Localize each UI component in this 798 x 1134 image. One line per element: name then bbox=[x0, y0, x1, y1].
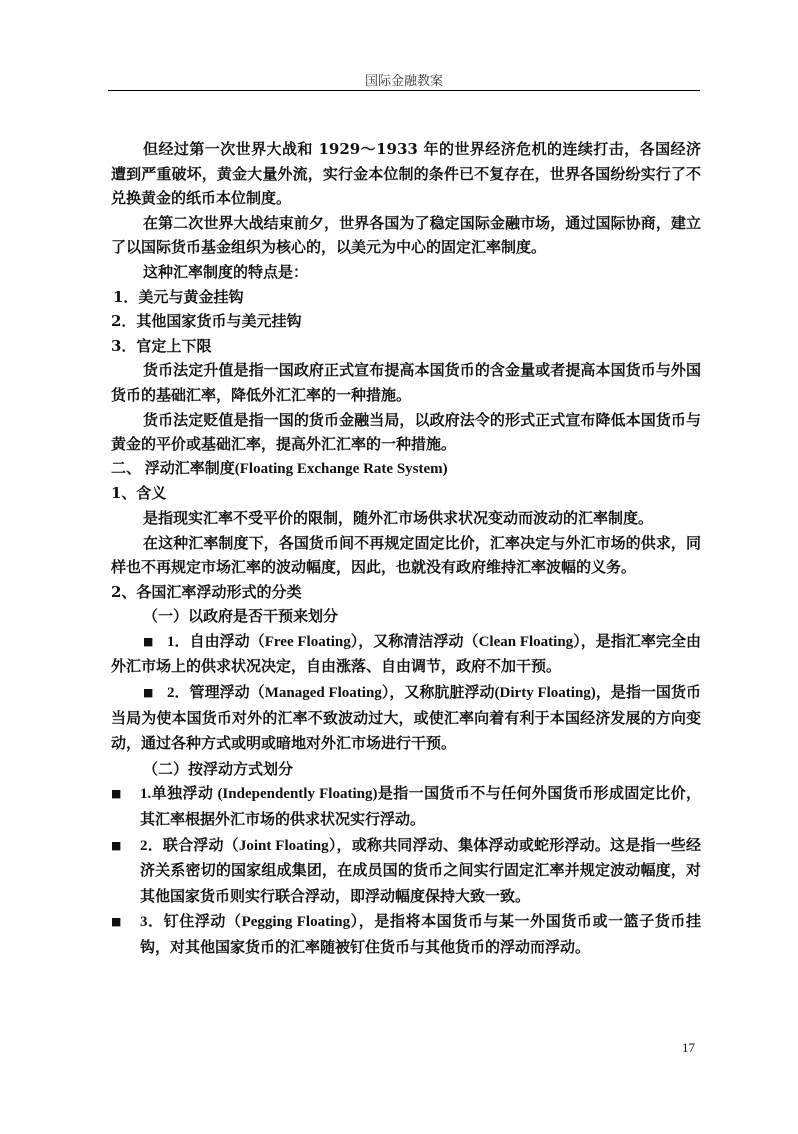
header-rule bbox=[108, 90, 700, 91]
list-item: 1．美元与黄金挂钩 bbox=[113, 287, 244, 306]
paragraph: 货币法定贬值是指一国的货币金融当局，以政府法令的形式正式宣布降低本国货币与黄金的平价或基础汇率，提高外汇汇率的一种措施。 bbox=[111, 410, 701, 454]
paragraph: 是指现实汇率不受平价的限制，随外汇市场供求状况变动而波动的汇率制度。 bbox=[143, 508, 654, 527]
bullet-text: 2．管理浮动（Managed Floating），又称肮脏浮动(Dirty Floating)，是指一国货币当局为使本国货币对外的汇率不致波动过大，或使汇率向着有利于本国经济发展的方向变动，通过各种方式或明或暗地对外汇市场进行干预。 bbox=[111, 685, 701, 753]
paragraph: 货币法定升值是指一国政府正式宣布提高本国货币的含金量或者提高本国货币与外国货币的基础汇率，降低外汇汇率的一种措施。 bbox=[111, 361, 701, 404]
paragraph: 在这种汇率制度下，各国货币间不再规定固定比价，汇率决定与外汇市场的供求，同样也不再规定市场汇率的波动幅度，因此，也就没有政府维持汇率波幅的义务。 bbox=[111, 533, 701, 577]
paragraph: 这种汇率制度的特点是： bbox=[143, 262, 309, 281]
bullet-text: 2．联合浮动（Joint Floating），或称共同浮动、集体浮动或蛇形浮动。这是指一些经济关系密切的国家组成集团，在成员国的货币之间实行固定汇率并规定波动幅度，对其他国家货币则实行联合浮动，即浮动幅度保持大致一致。 bbox=[140, 837, 701, 905]
page-number: 17 bbox=[682, 1040, 695, 1055]
paragraph: 但经过第一次世界大战和 1929～1933 年的世界经济危机的连续打击，各国经济遭到严重破坏，黄金大量外流，实行金本位制的条件已不复存在，世界各国纷纷实行了不兑换黄金的纸币本位制度。 bbox=[111, 140, 701, 208]
paragraph: 在第二次世界大战结束前夕，世界各国为了稳定国际金融市场，通过国际协商，建立了以国际货币基金组织为核心的，以美元为中心的固定汇率制度。 bbox=[111, 213, 701, 257]
list-item: 2．其他国家货币与美元挂钩 bbox=[111, 312, 302, 331]
document-body bbox=[111, 137, 701, 961]
bullet-paragraph bbox=[111, 629, 701, 680]
bullet-paragraph bbox=[111, 680, 701, 757]
bullet-item bbox=[111, 781, 701, 832]
bullet-square-icon: ■ bbox=[111, 838, 122, 852]
bullet-text: 3．钉住浮动（Pegging Floating），是指将本国货币与某一外国货币或一篮子货币挂钩，对其他国家货币的汇率随被钉住货币与其他货币的浮动而浮动。 bbox=[140, 914, 701, 956]
category-heading: （二）按浮动方式划分 bbox=[143, 759, 294, 778]
subsection-heading: 1、含义 bbox=[111, 484, 167, 503]
bullet-square-icon: ■ bbox=[111, 787, 122, 801]
list-item: 3．官定上下限 bbox=[111, 336, 212, 355]
bullet-square-icon: ■ bbox=[143, 634, 154, 648]
bullet-square-icon: ■ bbox=[143, 686, 154, 700]
bullet-square-icon: ■ bbox=[111, 915, 122, 929]
subsection-heading: 2、各国汇率浮动形式的分类 bbox=[111, 582, 302, 601]
bullet-text: 1.单独浮动 (Independently Floating)是指一国货币不与任何外国货币形成固定比价，其汇率根据外汇市场的供求状况实行浮动。 bbox=[140, 786, 701, 829]
bullet-item bbox=[111, 833, 701, 910]
bullet-text: 1．自由浮动（Free Floating），又称清洁浮动（Clean Floating），是指汇率完全由外汇市场上的供求状况决定，自由涨落、自由调节，政府不加干预。 bbox=[111, 633, 701, 676]
category-heading: （一）以政府是否干预来划分 bbox=[143, 607, 339, 626]
bullet-item bbox=[111, 909, 701, 960]
running-header: 国际金融教案 bbox=[364, 74, 443, 89]
section-heading: 二、 浮动汇率制度(Floating Exchange Rate System) bbox=[111, 460, 448, 477]
